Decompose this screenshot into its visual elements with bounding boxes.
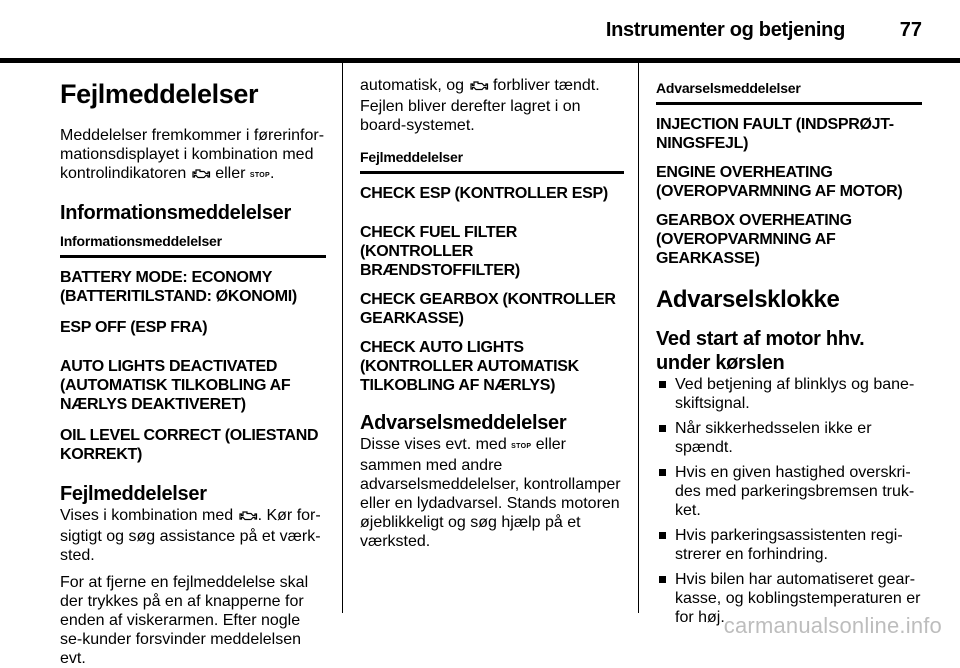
bullet-square-icon: [659, 469, 666, 476]
header-rule: [0, 58, 960, 63]
column-divider: [638, 63, 639, 613]
list-item-text: Hvis en given hastighed overskri-des med parkeringsbremsen truk-ket.: [675, 463, 915, 519]
table-heading: Advarselsmeddelelser: [656, 78, 922, 105]
message-item: AUTO LIGHTS DEACTIVATED (AUTOMATISK TILKOBLING AF NÆRLYS DEAKTIVERET): [60, 358, 291, 414]
body-paragraph: [360, 76, 624, 135]
table-heading: Fejlmeddelelser: [360, 147, 624, 174]
subsection-title: Fejlmeddelelser: [60, 483, 207, 506]
message-item: BATTERY MODE: ECONOMY (BATTERITILSTAND: ØKONOMI): [60, 269, 297, 306]
body-text: automatisk, og: [360, 77, 465, 94]
body-text: forbliver tændt. Fejlen bliver derefter lagret i on board-systemet.: [360, 77, 600, 134]
column-2: [360, 68, 624, 551]
body-text: eller sammen med andre advarselsmeddelelser, kontrollamper eller en lydadvarsel. Stands motoren øjeblikkeligt og søg hjælp på et værksted.: [360, 436, 621, 550]
message-item: CHECK AUTO LIGHTS (KONTROLLER AUTOMATISK TILKOBLING AF NÆRLYS): [360, 339, 579, 394]
message-item: CHECK FUEL FILTER (KONTROLLER BRÆNDSTOFFILTER): [360, 224, 520, 279]
body-paragraph: For at fjerne en fejlmeddelelse skal der trykkes på en af knapperne for enden af viskerarmen. Efter nogle se-kunder forsvinder meddelelsen evt.: [60, 574, 309, 668]
intro-paragraph: [60, 126, 326, 185]
list-item: [656, 419, 922, 457]
page-number: 77: [899, 19, 922, 41]
subsection-title: Informationsmeddelelser: [60, 202, 291, 225]
subsection-title: Ved start af motor hhv. under kørslen: [656, 327, 865, 374]
message-item: ESP OFF (ESP FRA): [60, 319, 208, 337]
intro-text: Meddelelser fremkommer i førerinfor-mationsdisplayet i kombination med kontrolindikatoren: [60, 127, 325, 183]
message-item: INJECTION FAULT (INDSPRØJT-NINGSFEJL): [656, 116, 894, 152]
message-item: OIL LEVEL CORRECT (OLIESTAND KORREKT): [60, 427, 319, 464]
list-item: [656, 526, 922, 564]
engine-warning-icon: [238, 508, 258, 527]
engine-warning-icon: [191, 166, 211, 185]
intro-text: .: [270, 165, 275, 183]
subsection-title: Advarselsmeddelelser: [360, 412, 567, 434]
message-item: GEARBOX OVERHEATING (OVEROPVARMNING AF GEARKASSE): [656, 212, 852, 267]
message-item: CHECK GEARBOX (KONTROLLER GEARKASSE): [360, 291, 616, 327]
bullet-list: [656, 375, 922, 627]
column-divider: [342, 63, 343, 613]
body-paragraph: [60, 506, 326, 565]
body-text: . Kør for-sigtigt og søg assistance på et værk-sted.: [60, 507, 321, 565]
page-section-title: Instrumenter og betjening: [605, 19, 845, 41]
page-header: [0, 0, 960, 58]
column-3: [656, 68, 922, 627]
body-text: Disse vises evt. med: [360, 436, 507, 453]
stop-indicator: STOP: [511, 443, 532, 450]
stop-indicator: STOP: [249, 172, 271, 180]
column-1: [60, 68, 326, 668]
list-item: [656, 463, 922, 520]
section-title: Fejlmeddelelser: [60, 79, 259, 109]
table-heading: Informationsmeddelelser: [60, 231, 326, 258]
list-item-text: Hvis bilen har automatiseret gear-kasse, og koblingstemperaturen er for høj.: [675, 570, 921, 626]
list-item-text: Ved betjening af blinklys og bane-skiftsignal.: [675, 375, 915, 412]
section-title: Advarselsklokke: [656, 286, 840, 313]
body-paragraph: [360, 435, 624, 551]
bullet-square-icon: [659, 381, 666, 388]
bullet-square-icon: [659, 425, 666, 432]
list-item-text: Når sikkerhedsselen ikke er spændt.: [675, 419, 872, 456]
watermark: carmanualsonline.info: [723, 613, 942, 638]
message-item: CHECK ESP (KONTROLLER ESP): [360, 185, 608, 202]
body-text: Vises i kombination med: [60, 507, 234, 525]
bullet-square-icon: [659, 576, 666, 583]
engine-warning-icon: [469, 78, 489, 97]
intro-text: eller: [215, 165, 246, 183]
bullet-square-icon: [659, 532, 666, 539]
message-item: ENGINE OVERHEATING (OVEROPVARMNING AF MOTOR): [656, 164, 903, 200]
list-item-text: Hvis parkeringsassistenten regi-strerer en forhindring.: [675, 526, 903, 563]
list-item: [656, 375, 922, 413]
